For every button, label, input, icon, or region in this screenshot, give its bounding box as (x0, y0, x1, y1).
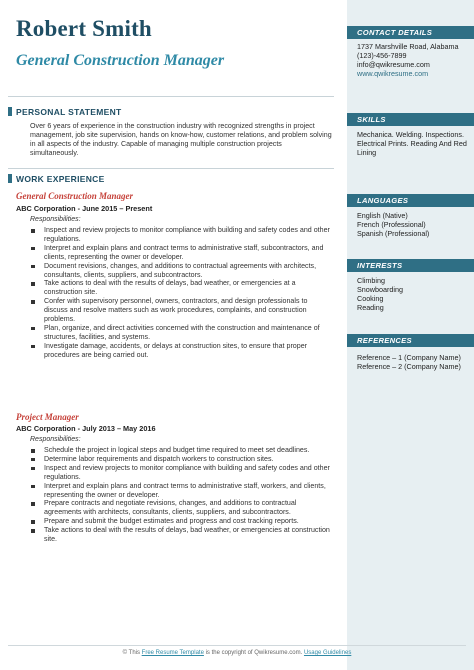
contact-heading (347, 26, 474, 39)
list-item: Climbing (357, 276, 385, 285)
contact-phone: (123)-456-7899 (357, 50, 407, 60)
skills-text: Mechanica. Welding. Inspections. Electrical Prints. Reading And Red Lining (357, 130, 467, 157)
list-item: Interpret and explain plans and contract terms to administrative staff, subcontractors, and clients, representing the owner or developer. (30, 244, 330, 262)
list-item: Prepare contracts and negotiate revisions, changes, and additions to contractual agreements with architects, consultants, clients, suppliers, and subcontractors. (30, 499, 330, 517)
free-resume-template-link[interactable]: Free Resume Template (141, 650, 204, 656)
footer-prefix: © This (122, 650, 142, 656)
list-item: Confer with supervisory personnel, owners, contractors, and design professionals to discuss and resolve matters such as work procedures, complaints, and construction problems. (30, 297, 330, 324)
languages-heading (347, 194, 474, 207)
references-heading-label: REFERENCES (357, 336, 412, 345)
section-marker (8, 107, 12, 116)
footer-middle: is the copyright of Qwikresume.com. (203, 650, 304, 656)
list-item: Inspect and review projects to monitor compliance with building and safety codes and other regulations. (30, 464, 330, 482)
personal-statement-text: Over 6 years of experience in the construction industry with recognized strengths in project management, job site supervision, hands on know-how, customer relations, and problem solving in all aspects of the industry. Capable of managing multiple construction projects simultaneously. (30, 122, 332, 157)
list-item: English (Native) (357, 211, 408, 220)
languages-heading-label: LANGUAGES (357, 196, 409, 205)
list-item: Plan, organize, and direct activities concerned with the construction and maintenance of structures, facilities, and systems. (30, 324, 330, 342)
job-bullet-list (30, 446, 330, 544)
interests-heading (347, 259, 474, 272)
list-item: Take actions to deal with the results of delays, bad weather, or emergencies at construction site. (30, 526, 330, 544)
footer-divider (8, 645, 466, 646)
footer (0, 650, 474, 662)
contact-details (357, 43, 469, 79)
contact-heading-label: CONTACT DETAILS (357, 28, 433, 37)
job-bullet-list (30, 226, 330, 360)
interests-list (357, 277, 469, 313)
work-experience-heading: WORK EXPERIENCE (16, 174, 105, 184)
contact-address: 1737 Marshville Road, Alabama (357, 42, 459, 51)
list-item: Interpret and explain plans and contract terms to administrative staff, workers, and clients, representing the owner or developer. (30, 482, 330, 500)
list-item: Spanish (Professional) (357, 228, 430, 238)
job-company-dates: ABC Corporation - June 2015 – Present (16, 204, 153, 213)
usage-guidelines-link[interactable]: Usage Guidelines (303, 650, 352, 656)
list-item: Reference – 1 (Company Name) (357, 353, 461, 362)
responsibilities-label: Responsibilities: (30, 216, 81, 223)
header-divider (8, 96, 334, 97)
personal-statement-heading: PERSONAL STATEMENT (16, 107, 122, 117)
job-company-dates: ABC Corporation - July 2013 – May 2016 (16, 424, 156, 433)
list-item: French (Professional) (357, 219, 426, 229)
section-marker (8, 174, 12, 183)
list-item: Determine labor requirements and dispatch workers to construction sites. (30, 455, 330, 464)
job-title: General Construction Manager (16, 191, 134, 201)
list-item: Take actions to deal with the results of delays, bad weather, or emergencies at a construction site. (30, 279, 330, 297)
references-list (357, 354, 469, 372)
responsibilities-label: Responsibilities: (30, 436, 81, 443)
list-item: Reference – 2 (Company Name) (357, 361, 461, 371)
references-heading (347, 334, 474, 347)
candidate-title: General Construction Manager (16, 52, 225, 69)
contact-website[interactable]: www.qwikresume.com (357, 68, 429, 78)
section-divider (8, 168, 334, 169)
list-item: Schedule the project in logical steps and budget time required to meet set deadlines. (30, 446, 330, 455)
list-item: Investigate damage, accidents, or delays at construction sites, to ensure that proper procedures are being carried out. (30, 342, 330, 360)
skills-heading (347, 113, 474, 126)
list-item: Snowboarding (357, 284, 403, 294)
list-item: Document revisions, changes, and additions to contractual agreements with architects, consultants, clients, suppliers, and subcontractors. (30, 262, 330, 280)
languages-list (357, 212, 469, 239)
list-item: Cooking (357, 293, 384, 303)
list-item: Inspect and review projects to monitor compliance with building and safety codes and other regulations. (30, 226, 330, 244)
candidate-name: Robert Smith (16, 16, 152, 41)
interests-heading-label: INTERESTS (357, 261, 403, 270)
list-item: Prepare and submit the budget estimates and progress and cost tracking reports. (30, 517, 330, 526)
skills-heading-label: SKILLS (357, 115, 386, 124)
job-title: Project Manager (16, 412, 79, 422)
list-item: Reading (357, 302, 384, 312)
contact-email[interactable]: info@qwikresume.com (357, 59, 430, 69)
